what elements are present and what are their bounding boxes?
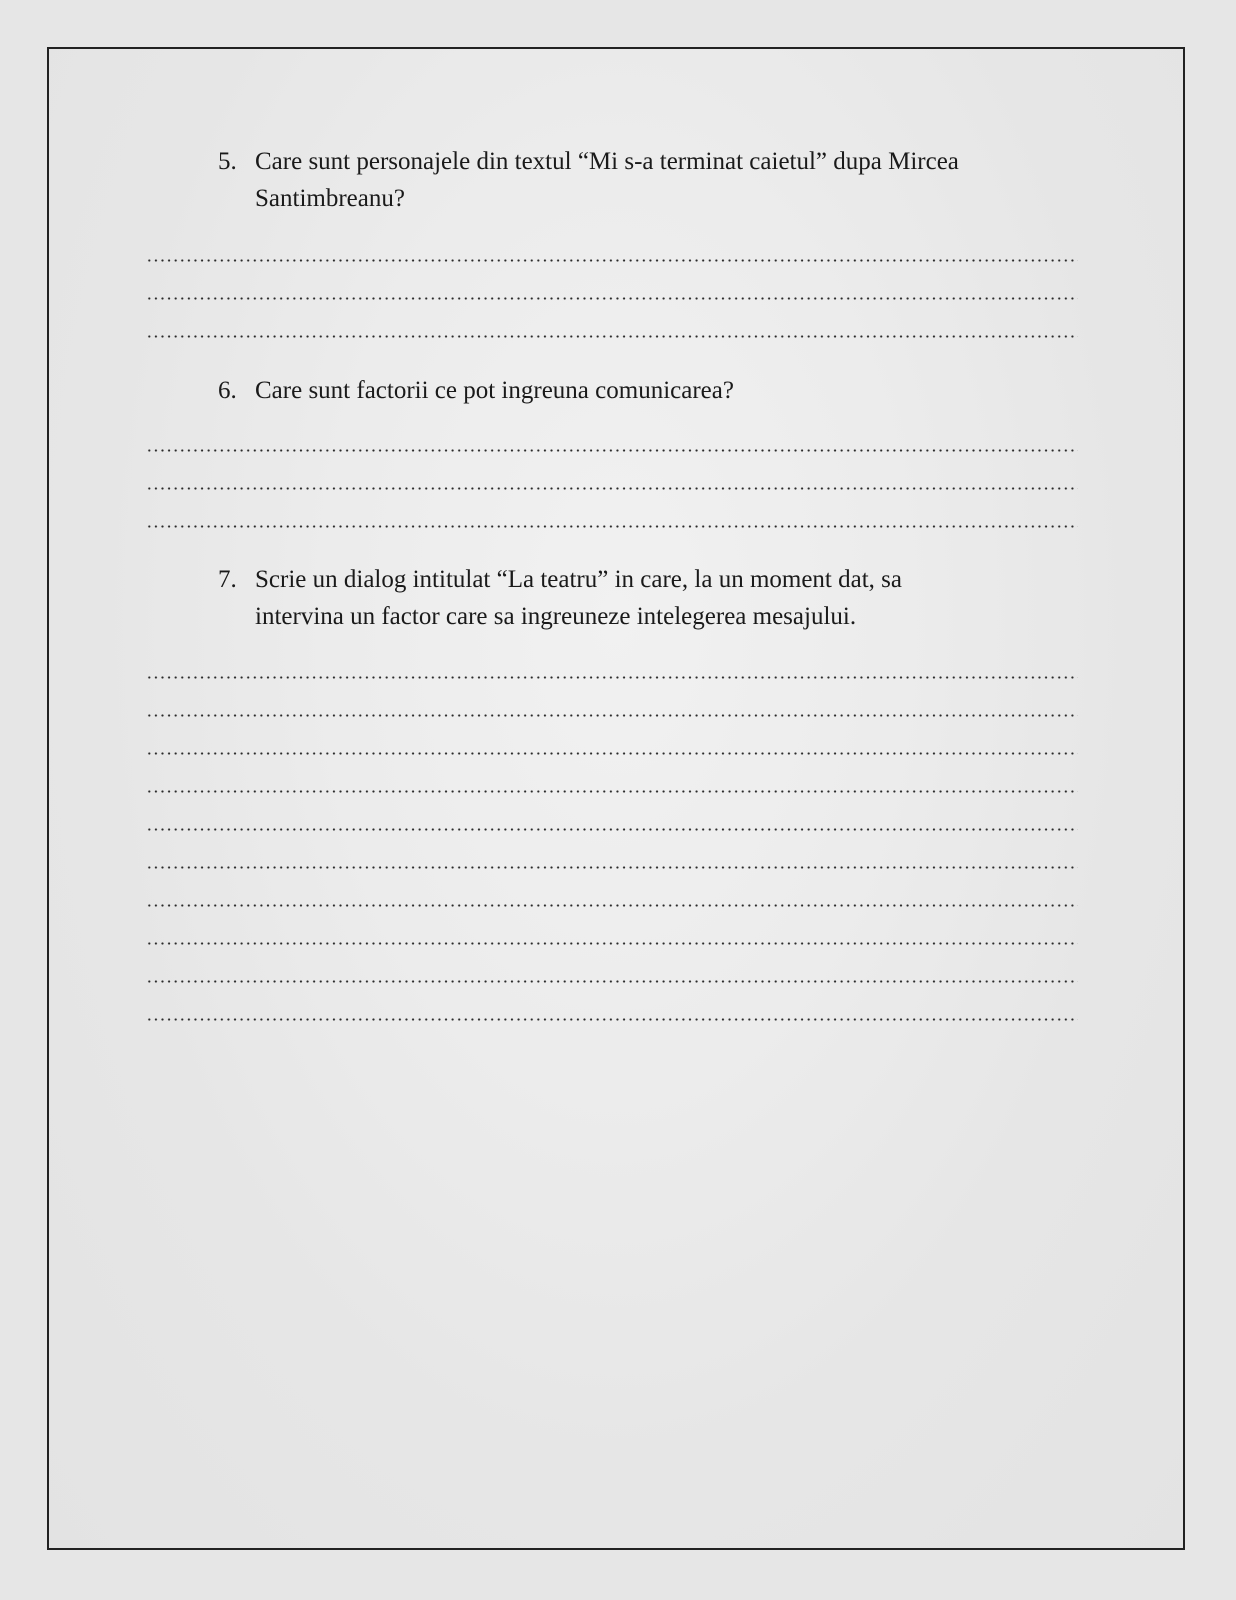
question-text-line: intervina un factor care sa ingreuneze intelegerea mesajului. [255, 603, 857, 630]
question-text-line: Care sunt personajele din textul “Mi s-a terminat caietul” dupa Mircea [255, 148, 959, 175]
question-7 [218, 561, 1088, 635]
answer-line[interactable] [146, 942, 1078, 945]
answer-line[interactable] [146, 714, 1078, 717]
answer-line[interactable] [146, 980, 1078, 983]
answer-line[interactable] [146, 904, 1078, 907]
question-number: 5. [218, 148, 237, 175]
answer-line[interactable] [146, 487, 1078, 490]
question-text-line: Scrie un dialog intitulat “La teatru” in care, la un moment dat, sa [255, 566, 902, 593]
answer-line[interactable] [146, 335, 1078, 338]
answer-line[interactable] [146, 828, 1078, 831]
answer-line[interactable] [146, 259, 1078, 262]
answer-area-6[interactable] [146, 449, 1078, 563]
answer-line[interactable] [146, 1018, 1078, 1021]
question-text-line: Care sunt factorii ce pot ingreuna comunicarea? [255, 377, 734, 404]
answer-line[interactable] [146, 790, 1078, 793]
answer-area-7[interactable] [146, 676, 1078, 1056]
answer-line[interactable] [146, 676, 1078, 679]
question-text-line: Santimbreanu? [255, 185, 405, 212]
question-5 [218, 143, 1088, 217]
answer-line[interactable] [146, 752, 1078, 755]
question-number: 6. [218, 377, 237, 404]
question-number: 7. [218, 566, 237, 593]
answer-area-5[interactable] [146, 259, 1078, 373]
answer-line[interactable] [146, 866, 1078, 869]
answer-line[interactable] [146, 525, 1078, 528]
answer-line[interactable] [146, 449, 1078, 452]
question-6 [218, 372, 1088, 409]
answer-line[interactable] [146, 297, 1078, 300]
